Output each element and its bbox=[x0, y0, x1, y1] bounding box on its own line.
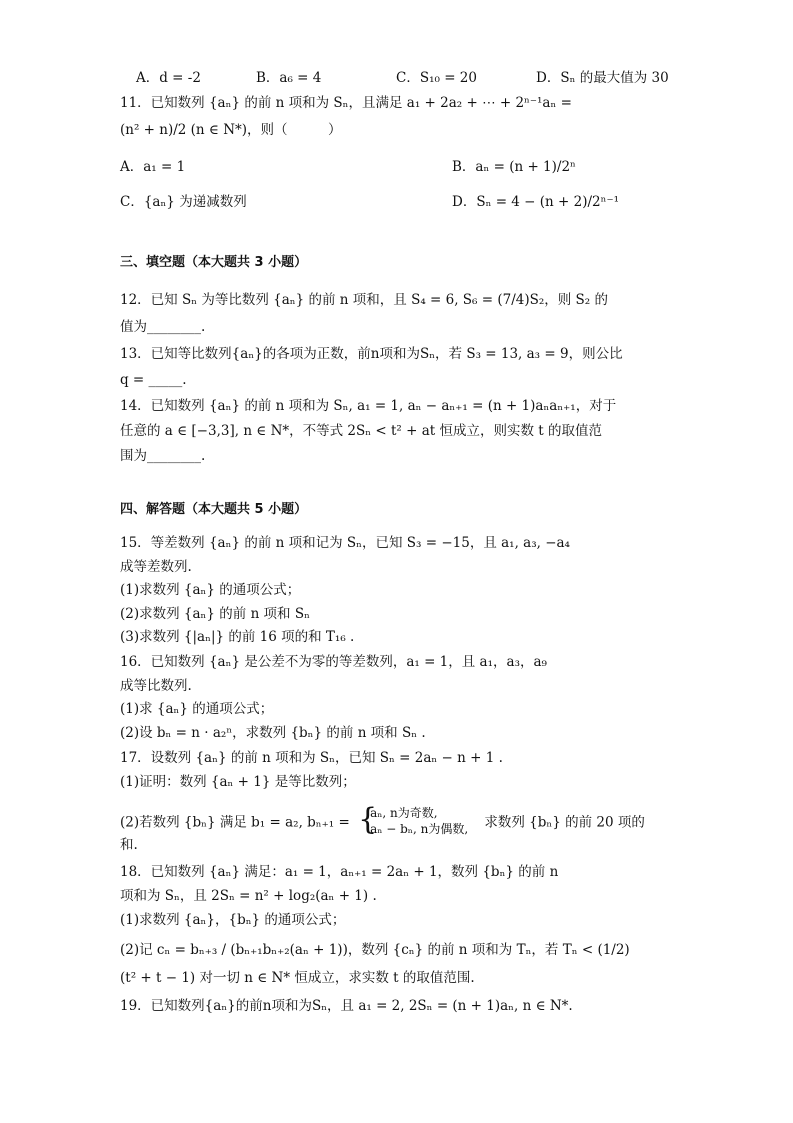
q10-options bbox=[136, 66, 696, 86]
q11-option-c: C．{aₙ} 为递减数列 bbox=[120, 194, 247, 210]
q19-line1: 19．已知数列{aₙ}的前n项和为Sₙ，且 a₁ = 2, 2Sₙ = (n + 1)aₙ, n ∈ N*. bbox=[120, 998, 573, 1014]
q11-option-b: B．aₙ = (n + 1)/2ⁿ bbox=[452, 159, 576, 175]
q16-line1: 16．已知数列 {aₙ} 是公差不为零的等差数列，a₁ = 1，且 a₁，a₃，a₉ bbox=[120, 654, 547, 670]
q11-option-a: A．a₁ = 1 bbox=[120, 159, 186, 175]
q15-line1: 15．等差数列 {aₙ} 的前 n 项和记为 Sₙ，已知 S₃ = −15，且 a₁, a₃, −a₄ bbox=[120, 535, 570, 551]
q17-case-odd: aₙ, n为奇数, bbox=[370, 806, 438, 820]
q14-line2: 任意的 a ∈ [−3,3], n ∈ N*，不等式 2Sₙ < t² + at 恒成立，则实数 t 的取值范 bbox=[120, 423, 603, 439]
q12-line1: 12．已知 Sₙ 为等比数列 {aₙ} 的前 n 项和，且 S₄ = 6, S₆ = (7/4)S₂，则 S₂ 的 bbox=[120, 292, 609, 308]
q12-line2: 值为________. bbox=[120, 319, 206, 335]
q15-part2: (2)求数列 {aₙ} 的前 n 项和 Sₙ bbox=[120, 606, 310, 622]
section-answer-heading: 四、解答题（本大题共 5 小题） bbox=[120, 502, 308, 517]
q13-line1: 13．已知等比数列{aₙ}的各项为正数，前n项和为Sₙ，若 S₃ = 13, a₃ = 9，则公比 bbox=[120, 346, 623, 362]
q18-part1: (1)求数列 {aₙ}，{bₙ} 的通项公式； bbox=[120, 912, 346, 928]
q18-line2: 项和为 Sₙ，且 2Sₙ = n² + log₂(aₙ + 1) . bbox=[120, 888, 377, 904]
q17-part2-prefix: (2)若数列 {bₙ} 满足 b₁ = a₂, bₙ₊₁ = bbox=[120, 814, 350, 831]
q10-option-d: D．Sₙ 的最大值为 30 bbox=[536, 70, 669, 86]
q18-part3: (t² + t − 1) 对一切 n ∈ N* 恒成立，求实数 t 的取值范围. bbox=[120, 970, 475, 986]
q18-part2: (2)记 cₙ = bₙ₊₃ / (bₙ₊₁bₙ₊₂(aₙ + 1))，数列 {cₙ} 的前 n 项和为 Tₙ，若 Tₙ < (1/2) bbox=[120, 942, 630, 958]
q11-stem-line1: 11．已知数列 {aₙ} 的前 n 项和为 Sₙ，且满足 a₁ + 2a₂ + ⋯ + 2ⁿ⁻¹aₙ = bbox=[120, 95, 572, 111]
q17-piecewise bbox=[358, 802, 476, 840]
q17-part2 bbox=[120, 802, 645, 840]
q10-option-a: A．d = -2 bbox=[136, 70, 201, 86]
q14-line1: 14．已知数列 {aₙ} 的前 n 项和为 Sₙ, a₁ = 1, aₙ − aₙ₊₁ = (n + 1)aₙaₙ₊₁，对于 bbox=[120, 398, 617, 414]
q17-line1: 17．设数列 {aₙ} 的前 n 项和为 Sₙ，已知 Sₙ = 2aₙ − n + 1 . bbox=[120, 750, 503, 766]
q15-part3: (3)求数列 {|aₙ|} 的前 16 项的和 T₁₆ . bbox=[120, 629, 355, 645]
brace-icon: { bbox=[358, 802, 378, 837]
q18-line1: 18．已知数列 {aₙ} 满足：a₁ = 1，aₙ₊₁ = 2aₙ + 1，数列 {bₙ} 的前 n bbox=[120, 864, 559, 880]
q15-line2: 成等差数列. bbox=[120, 559, 192, 575]
section-fill-in-heading: 三、填空题（本大题共 3 小题） bbox=[120, 255, 308, 270]
q16-part1: (1)求 {aₙ} 的通项公式； bbox=[120, 701, 274, 717]
q17-part2-suffix: 求数列 {bₙ} 的前 20 项的 bbox=[484, 814, 645, 831]
q13-line2: q = _____. bbox=[120, 372, 187, 388]
q16-line2: 成等比数列. bbox=[120, 678, 192, 694]
q15-part1: (1)求数列 {aₙ} 的通项公式； bbox=[120, 582, 301, 598]
q17-line-end: 和. bbox=[120, 837, 138, 853]
q11-stem-line2: (n² + n)/2 (n ∈ N*)，则（ ） bbox=[120, 122, 342, 138]
q17-part1: (1)证明：数列 {aₙ + 1} 是等比数列； bbox=[120, 774, 356, 790]
q16-part2: (2)设 bₙ = n · a₂ⁿ，求数列 {bₙ} 的前 n 项和 Sₙ . bbox=[120, 725, 426, 741]
q10-option-c: C．S₁₀ = 20 bbox=[396, 70, 477, 86]
q11-option-d: D．Sₙ = 4 − (n + 2)/2ⁿ⁻¹ bbox=[452, 194, 620, 210]
q17-case-even: aₙ − bₙ, n为偶数, bbox=[370, 822, 469, 836]
q14-line3: 围为________. bbox=[120, 448, 206, 464]
q10-option-b: B．a₆ = 4 bbox=[256, 70, 322, 86]
